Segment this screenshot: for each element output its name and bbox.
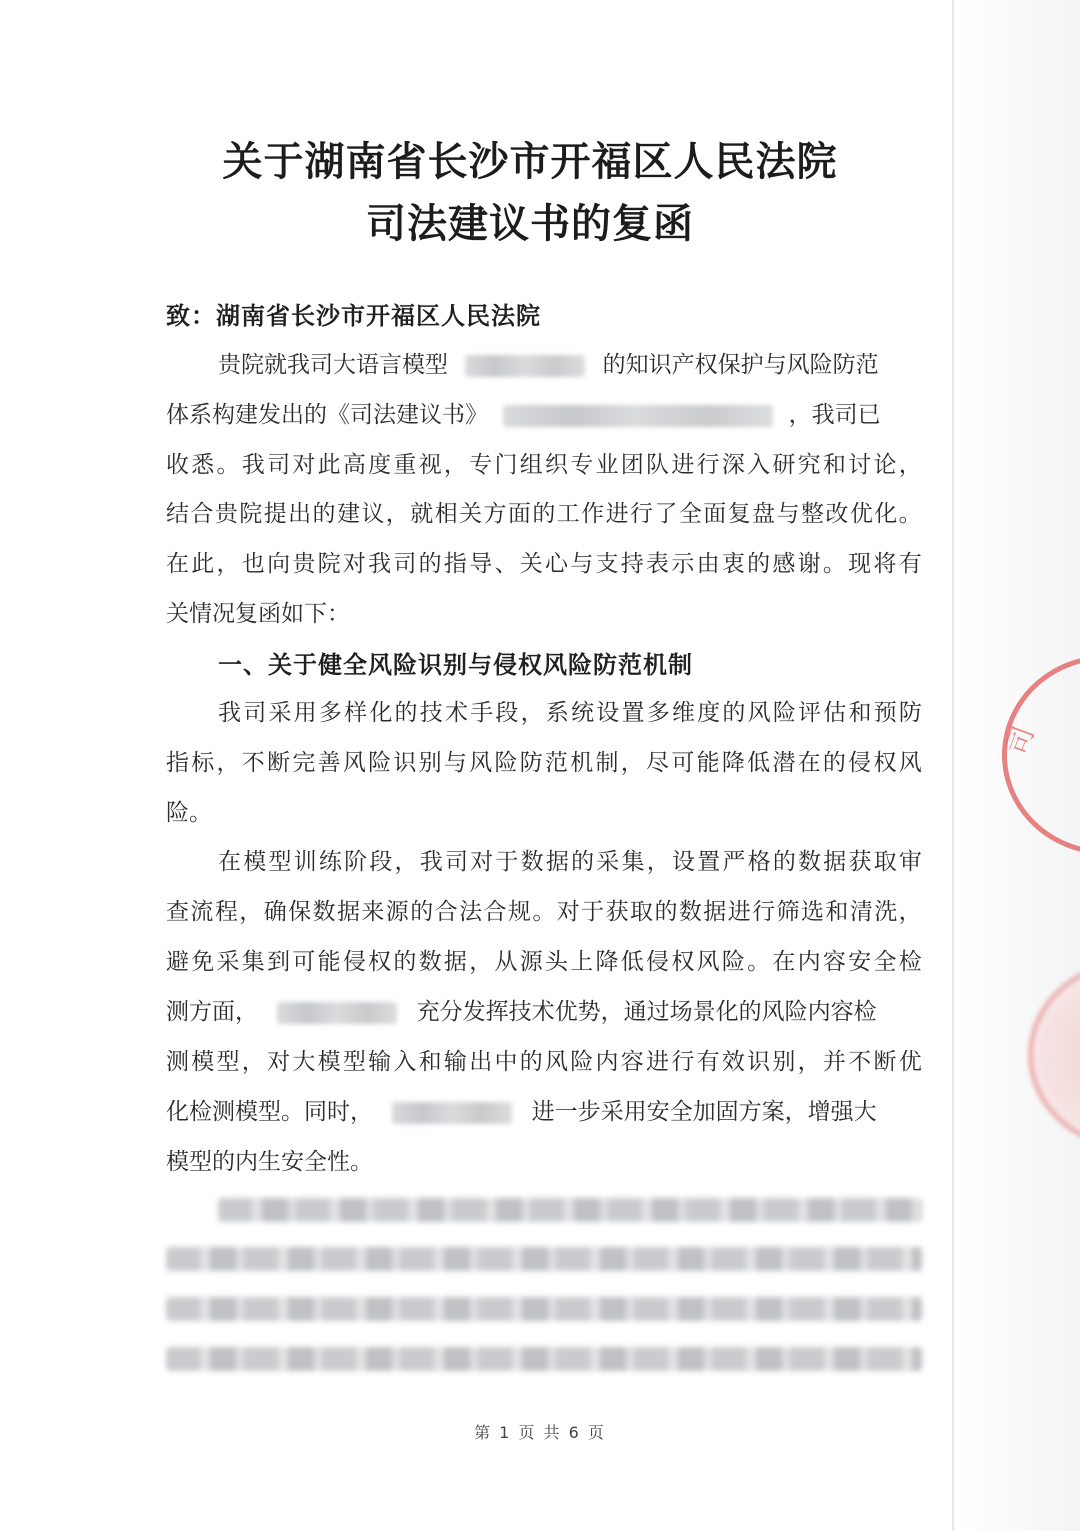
text-segment: 化检测模型。同时，	[166, 1099, 373, 1125]
paragraph3-line7: 模型的内生安全性。	[166, 1149, 373, 1175]
paragraph1-line1	[218, 348, 922, 382]
text-segment: 体系构建发出的《司法建议书》	[166, 402, 488, 428]
paragraph3-line4	[166, 995, 922, 1029]
document-title-line1: 关于湖南省长沙市开福区人民法院	[222, 138, 838, 185]
document-title-line2: 司法建议书的复函	[366, 200, 694, 247]
seal-text: 司	[1000, 721, 1041, 760]
paragraph1-line5: 在 此 ， 也 向 贵 院 对 我 司 的 指 导 、 关 心 与 支 持 表 示 由 衷 的 感 谢 。 现 将 有	[166, 551, 922, 577]
paragraph2-line2: 指 标 ， 不 断 完 善 风 险 识 别 与 风 险 防 范 机 制 ， 尽 可 能 降 低 潜 在 的 侵 权 风	[166, 750, 922, 776]
section1-heading: 一、关于健全风险识别与侵权风险防范机制	[218, 651, 693, 679]
paragraph3-line3: 避 免 采 集 到 可 能 侵 权 的 数 据 ， 从 源 头 上 降 低 侵 权 风 险 。 在 内 容 安 全 检	[166, 949, 922, 975]
text-segment: 测方面，	[166, 999, 258, 1025]
paragraph3-line2: 查 流 程 ， 确 保 数 据 来 源 的 合 法 合 规 。 对 于 获 取 的 数 据 进 行 筛 选 和 清 洗 ，	[166, 899, 922, 925]
redacted-model-name	[465, 355, 585, 377]
text-segment: 充分发挥技术优势，通过场景化的风险内容检	[416, 999, 877, 1025]
redacted-model-name	[277, 1002, 397, 1024]
text-segment: 的知识产权保护与风险防范	[602, 352, 879, 378]
paragraph1-line2	[166, 398, 922, 432]
text-segment: 进一步采用安全加固方案，增强大	[531, 1099, 877, 1125]
redacted-model-name	[392, 1102, 512, 1124]
paragraph1-line4: 结 合 贵 院 提 出 的 建 议 ， 就 相 关 方 面 的 工 作 进 行 了 全 面 复 盘 与 整 改 优 化 。	[166, 501, 922, 527]
redacted-text-line	[166, 1347, 922, 1371]
paragraph3-line6	[166, 1095, 922, 1129]
paragraph3-line1: 在 模 型 训 练 阶 段 ， 我 司 对 于 数 据 的 采 集 ， 设 置 严 格 的 数 据 获 取 审	[218, 849, 922, 875]
text-segment: 贵院就我司大语言模型	[218, 352, 448, 378]
redacted-text-line	[166, 1247, 922, 1271]
paragraph1-line3: 收 悉 。 我 司 对 此 高 度 重 视 ， 专 门 组 织 专 业 团 队 进 行 深 入 研 究 和 讨 论 ，	[166, 452, 922, 478]
redacted-text-line	[218, 1198, 922, 1222]
page-number: 第 1 页 共 6 页	[474, 1423, 606, 1442]
paragraph1-line6: 关情况复函如下：	[166, 601, 350, 627]
paragraph2-line3: 险。	[166, 800, 212, 826]
redacted-text-line	[166, 1297, 922, 1321]
text-segment: ，我司已	[788, 402, 881, 428]
redacted-document-number	[503, 405, 773, 427]
paragraph2-line1: 我 司 采 用 多 样 化 的 技 术 手 段 ， 系 统 设 置 多 维 度 的 风 险 评 估 和 预 防	[218, 700, 922, 726]
paragraph3-line5: 测 模 型 ， 对 大 模 型 输 入 和 输 出 中 的 风 险 内 容 进 行 有 效 识 别 ， 并 不 断 优	[166, 1049, 922, 1075]
addressee: 致：湖南省长沙市开福区人民法院	[166, 302, 541, 330]
